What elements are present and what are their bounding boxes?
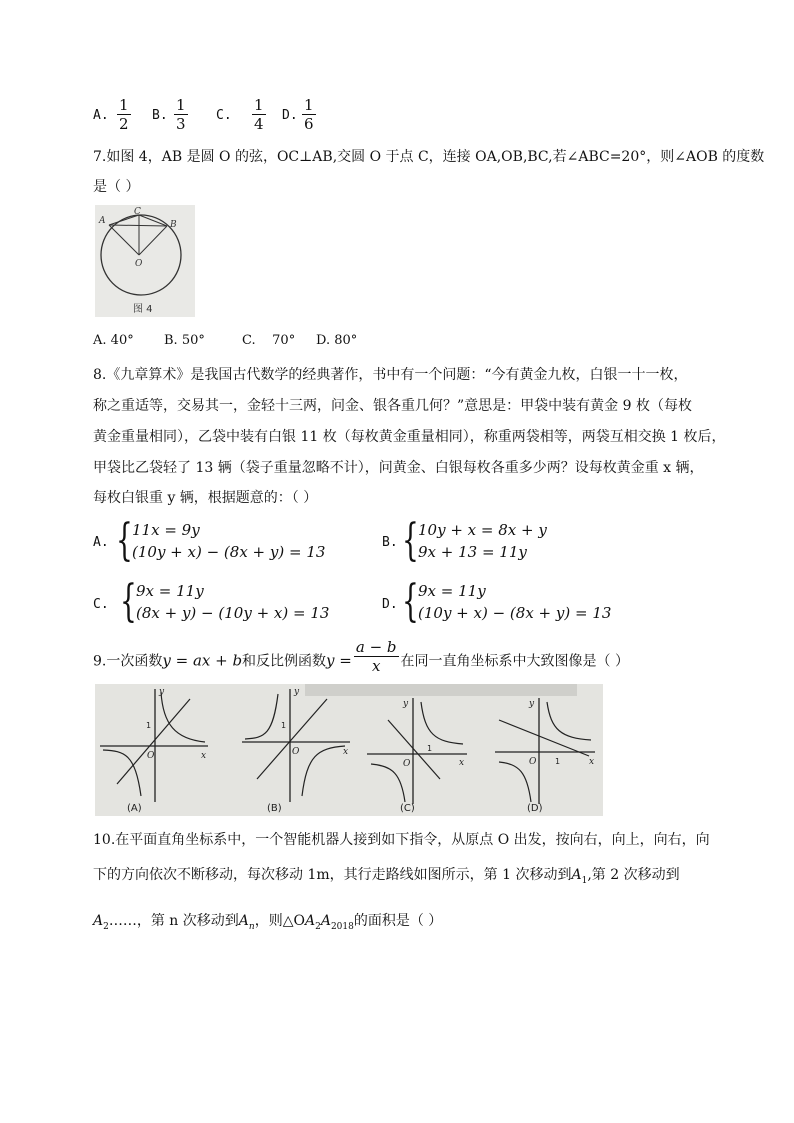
q10-text-line-1: 10.在平面直角坐标系中，一个智能机器人接到如下指令，从原点 O 出发，按向右，向上，向右，向 [93,832,710,848]
q8-text-line-5: 每枚白银重 y 辆，根据题意的：（ ） [93,490,318,506]
graph-a-origin: O [147,751,155,761]
graph-d-x-label: x [589,757,595,767]
graph-d [495,698,595,814]
q8-option-b-eq1: 10y + x = 8x + y [418,521,547,539]
graph-d-hyperbola-upper [547,702,591,740]
graph-c-hyperbola-upper [421,702,463,744]
q9-graphs-svg [95,684,603,816]
q9-prefix: 9.一次函数 [93,653,163,670]
graph-b-x-label: x [343,747,349,757]
graph-c [367,698,467,814]
q9-inverse-fraction [354,638,399,675]
q7-option-a [93,333,134,348]
graph-c-label: (C) [400,803,415,814]
figure-caption: 图 4 [133,304,153,315]
q10-an-sub: n [248,921,255,932]
q6-option-c-fraction [252,96,266,133]
q6-option-a-label: A. [93,108,109,123]
graph-b [242,687,350,814]
q6-option-d-num: 1 [304,96,314,114]
q9-graphs-figure [95,684,603,816]
q10-a1-var: A [571,867,582,883]
graph-b-origin: O [292,747,300,757]
q7-option-c [242,333,295,348]
q7-option-d-text: 80° [334,333,358,348]
graph-a-one: 1 [146,721,152,730]
graph-d-hyperbola-lower [499,762,531,802]
q8-option-d-brace: { [402,576,419,627]
q6-option-a-den: 2 [119,115,129,133]
q8-option-a-label: A. [93,535,109,550]
q7-option-b-label: B. [164,333,178,348]
graph-a [100,687,208,814]
q8-text-line-3: 黄金重量相同），乙袋中装有白银 11 枚（每枚黄金重量相同），称重两袋相等，两袋互相交换 1 枚后， [93,429,726,445]
q10-line-3-tail: 的面积是（ ） [353,913,443,929]
scan-shadow [305,684,577,696]
graph-d-y-label: y [529,699,535,709]
q6-option-b-num: 1 [176,96,186,114]
q8-option-b-label: B. [382,535,398,550]
q8-option-a-eq1: 11x = 9y [132,521,200,539]
q10-a2-sub: 2 [103,921,109,932]
q8-text-line-4: 甲袋比乙袋轻了 13 辆（袋子重量忽略不计），问黄金、白银每枚各重多少两？设每枚黄金重 x 辆， [93,460,704,476]
q10-a1-sub: 1 [581,875,588,886]
q8-option-a-eq2: (10y + x) − (8x + y) = 13 [132,543,326,561]
q6-option-b-fraction [174,96,188,133]
graph-b-line [257,699,327,779]
q8-text-line-1: 8.《九章算术》是我国古代数学的经典著作，书中有一个问题：“今有黄金九枚，白银一十一枚， [93,367,688,383]
q8-option-c-eq1: 9x = 11y [136,582,204,600]
graph-a-hyperbola-upper [161,692,205,742]
graph-c-line [388,720,440,779]
segment-oa [109,225,139,255]
q6-option-b-label: B. [152,108,168,123]
q10-line-2-text: 下的方向依次不断移动，每次移动 1m，其行走路线如图所示，第 1 次移动到 [93,867,572,883]
segment-ob [139,226,167,255]
q8-option-d-eq2: (10y + x) − (8x + y) = 13 [418,604,612,622]
q9-question-line [93,638,629,675]
q7-option-a-text: 40° [110,333,134,348]
q7-option-b [164,333,205,348]
graph-d-label: (D) [527,803,543,814]
graph-b-y-label: y [294,687,300,697]
q8-option-c-brace: { [120,576,137,627]
q9-middle: 和反比例函数 [242,653,327,670]
q7-circle-diagram [95,205,195,317]
q9-inverse-den: x [371,657,381,675]
graph-d-one: 1 [555,757,561,766]
graph-b-hyperbola-right [302,746,345,796]
q8-option-d-eq1: 9x = 11y [418,582,486,600]
q10-line-3-mid2: ，则△O [254,913,305,929]
graph-c-hyperbola-lower [371,764,405,802]
q8-option-c-eq2: (8x + y) − (10y + x) = 13 [136,604,330,622]
q6-option-a-fraction [117,96,131,133]
q10-a2-var: A [93,913,104,929]
q7-option-c-text: 70° [272,333,296,348]
graph-b-one: 1 [281,721,287,730]
label-c: C [134,207,141,217]
q8-option-b-brace: { [402,515,419,566]
graph-b-label: (B) [267,803,282,814]
q6-option-c-label: C. [216,108,232,123]
q10-tri-a2-sub: 2 [315,921,321,932]
q10-text-line-2 [93,864,680,886]
chord-ab [109,225,167,226]
graph-b-hyperbola-left [245,694,278,739]
q10-an-var: A [238,913,249,929]
label-o: O [135,259,143,269]
graph-a-hyperbola-lower [103,750,141,796]
q10-line-3-mid: ……，第 n 次移动到 [108,913,239,929]
graph-c-y-label: y [403,699,409,709]
q9-inverse-lhs: y = [326,651,352,670]
graph-c-origin: O [403,759,411,769]
q7-text-line-1: 7.如图 4，AB 是圆 O 的弦，OC⊥AB,交圆 O 于点 C，连接 OA,OB,BC,若∠ABC=20°，则∠AOB 的度数 [93,149,765,165]
q9-linear-function: y = ax + b [162,651,243,670]
q6-option-d-fraction [302,96,316,133]
q10-line-2-tail: ,第 2 次移动到 [587,867,680,883]
q10-tri-a2018-var: A [320,913,331,929]
circle-o [101,215,181,295]
graph-c-one: 1 [427,744,433,753]
q7-option-b-text: 50° [181,333,205,348]
q8-option-a-brace: { [116,515,133,566]
q7-option-c-label: C. [242,333,256,348]
q7-option-a-label: A. [93,333,107,348]
graph-a-line [117,699,190,784]
q9-inverse-num: a − b [355,638,397,656]
q6-option-a-num: 1 [119,96,129,114]
q7-text-line-2: 是（ ） [93,179,140,195]
q6-option-d-den: 6 [304,115,314,133]
q8-option-c-label: C. [93,597,109,612]
graph-c-x-label: x [459,758,465,768]
q7-option-d [316,333,357,348]
graph-a-x-label: x [201,751,207,761]
q7-figure [95,205,195,317]
q6-option-c-den: 4 [254,115,264,133]
q9-suffix: 在同一直角坐标系中大致图像是（ ） [400,653,629,670]
label-b: B [170,220,177,230]
q6-option-d-label: D. [282,108,298,123]
q6-option-c-num: 1 [254,96,264,114]
q10-text-line-3 [93,910,442,932]
q10-tri-a2018-sub: 2018 [330,921,354,932]
q8-option-d-label: D. [382,597,398,612]
q8-option-b-eq2: 9x + 13 = 11y [418,543,527,561]
q7-option-d-label: D. [316,333,331,348]
label-a: A [99,216,106,226]
graph-a-y-label: y [159,687,165,697]
q6-option-b-den: 3 [176,115,186,133]
q10-tri-a2-var: A [304,913,316,929]
graph-a-label: (A) [127,803,142,814]
graph-d-origin: O [529,757,537,767]
q8-text-line-2: 称之重适等，交易其一，金轻十三两，问金、银各重几何？”意思是：甲袋中装有黄金 9 枚（每枚 [93,398,692,414]
